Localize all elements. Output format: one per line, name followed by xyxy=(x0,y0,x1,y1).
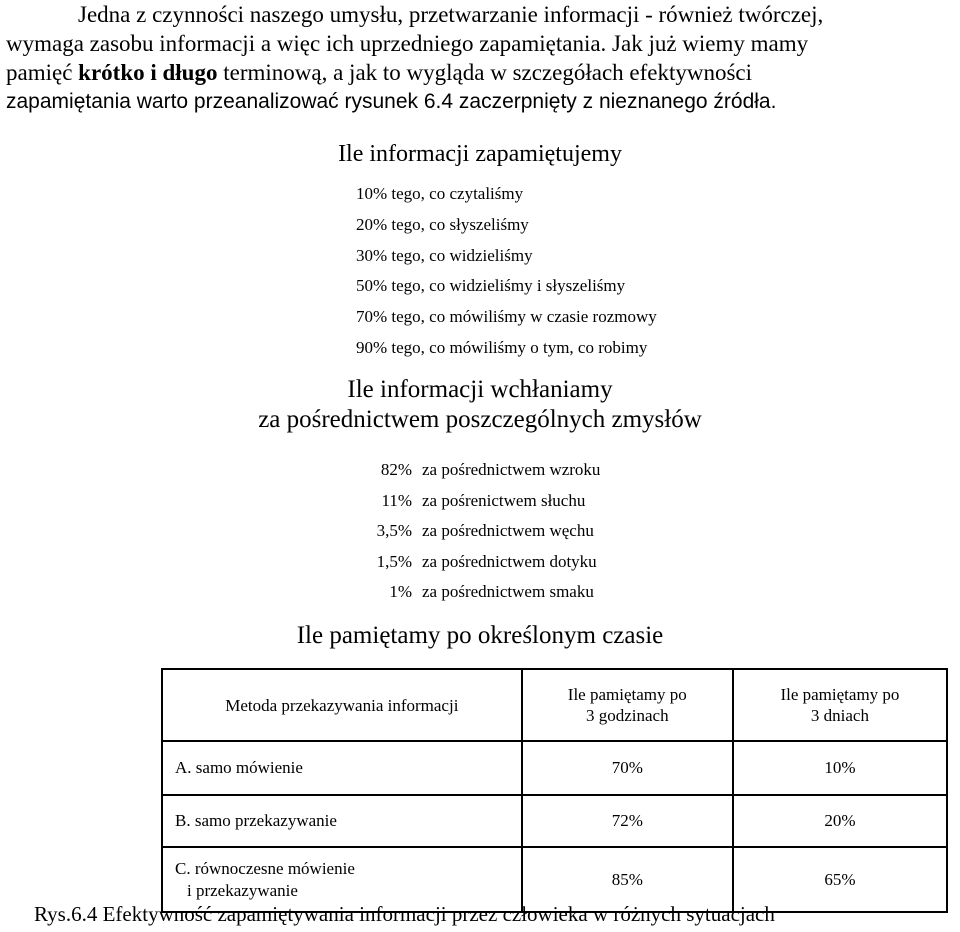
intro-line-3-start: pamięć xyxy=(6,60,79,85)
figure-caption: Rys.6.4 Efektywność zapamiętywania informacji przez człowieka w różnych sytuacjach xyxy=(34,902,775,926)
table-header-row xyxy=(162,669,947,741)
header-after-3-days-line-2: 3 dniach xyxy=(810,706,869,725)
table-row xyxy=(162,741,947,795)
intro-line-3-end: terminową, a jak to wygląda w szczegółach efektywności xyxy=(217,60,753,85)
section-1-list xyxy=(356,179,657,364)
after-3-days-cell: 20% xyxy=(733,795,947,847)
sense-label: za pośrednictwem wzroku xyxy=(422,460,601,479)
list-item: 70% tego, co mówiliśmy w czasie rozmowy xyxy=(356,307,657,327)
retention-table xyxy=(161,668,948,913)
method-line-1: C. równoczesne mówienie xyxy=(175,858,355,878)
percent-value: 82% xyxy=(380,460,412,479)
sense-label: za pośrednictwem smaku xyxy=(422,582,594,601)
header-after-3-hours-line-2: 3 godzinach xyxy=(585,706,669,725)
list-item: 90% tego, co mówiliśmy o tym, co robimy xyxy=(356,337,648,357)
section-2-list xyxy=(352,455,600,608)
section-3-title: Ile pamiętamy po określonym czasie xyxy=(296,622,664,649)
intro-bold-phrase: krótko i długo xyxy=(78,60,218,85)
sense-label: za pośrednictwem dotyku xyxy=(422,551,597,571)
list-item xyxy=(352,455,600,486)
list-item xyxy=(352,516,600,547)
header-after-3-days-line-1: Ile pamiętamy po xyxy=(780,685,900,704)
percent-value: 11% xyxy=(381,490,412,510)
section-2-title-line-2: za pośrednictwem poszczególnych zmysłów xyxy=(258,406,702,433)
header-after-3-hours xyxy=(522,669,733,741)
intro-line-4: zapamiętania warto przeanalizować rysunek 6.4 zaczerpnięty z nieznanego źródła. xyxy=(6,90,777,113)
intro-paragraph xyxy=(6,0,958,116)
list-item: 10% tego, co czytaliśmy xyxy=(356,184,524,203)
list-item: 30% tego, co widzieliśmy xyxy=(356,245,533,265)
section-2-title-line-1: Ile informacji wchłaniamy xyxy=(347,376,613,403)
after-3-hours-cell: 72% xyxy=(522,795,733,847)
sense-label: za pośrednictwem węchu xyxy=(422,521,594,540)
after-3-hours-cell: 85% xyxy=(522,847,733,912)
sense-label: za pośrenictwem słuchu xyxy=(422,490,586,510)
percent-value: 1% xyxy=(389,582,412,601)
list-item xyxy=(352,577,600,608)
after-3-hours-cell: 70% xyxy=(522,741,733,795)
method-cell: A. samo mówienie xyxy=(162,741,522,795)
after-3-days-cell: 65% xyxy=(733,847,947,912)
list-item xyxy=(352,547,600,578)
percent-value: 3,5% xyxy=(376,521,412,540)
section-1-title: Ile informacji zapamiętujemy xyxy=(338,141,622,167)
method-cell: B. samo przekazywanie xyxy=(162,795,522,847)
header-after-3-days xyxy=(733,669,947,741)
after-3-days-cell: 10% xyxy=(733,741,947,795)
list-item: 50% tego, co widzieliśmy i słyszeliśmy xyxy=(356,276,626,296)
method-line-2: i przekazywanie xyxy=(187,880,298,900)
percent-value: 1,5% xyxy=(376,551,412,571)
list-item: 20% tego, co słyszeliśmy xyxy=(356,214,529,234)
table-row xyxy=(162,795,947,847)
intro-line-3 xyxy=(6,58,958,87)
header-after-3-hours-line-1: Ile pamiętamy po xyxy=(567,685,687,704)
intro-line-1: Jedna z czynności naszego umysłu, przetwarzanie informacji - również twórczej, xyxy=(78,2,824,27)
header-method: Metoda przekazywania informacji xyxy=(162,669,522,741)
list-item xyxy=(352,486,600,517)
intro-line-2: wymaga zasobu informacji a więc ich uprzedniego zapamiętania. Jak już wiemy mamy xyxy=(6,31,809,56)
